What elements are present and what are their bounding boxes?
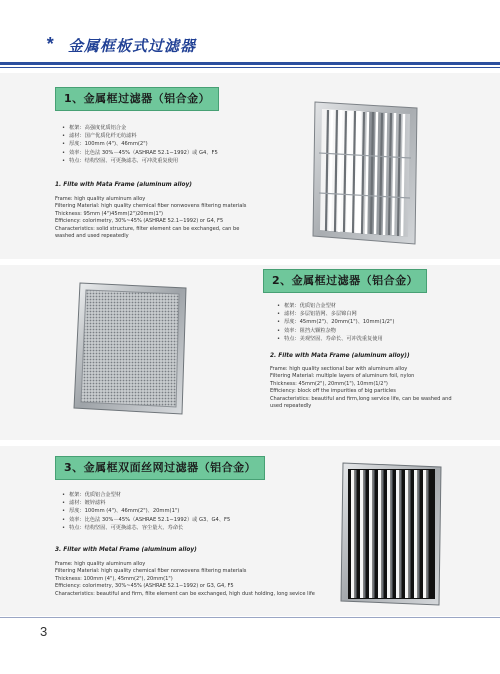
en-line: Filtering Material: multiple layers of aluminum foil, nylon [270, 373, 415, 380]
spec-item: • 框架：优质铝合金型材 [62, 491, 230, 499]
page-header [0, 0, 500, 70]
en-line: Filtering Material: high quality chemical fiber nonwovens filtering materials [55, 203, 247, 210]
en-line: Frame: high quality aluminum alloy [55, 561, 146, 567]
section-3 [0, 446, 500, 616]
section-3-spec-list [62, 491, 230, 532]
spec-item: • 滤材：国产优质化纤无纺滤料 [62, 132, 218, 140]
en-line: Thickness: 100mm (4"), 45mm(2"), 20mm(1") [55, 575, 173, 582]
spec-item: • 特点：美观坚固、寿命长、可冲洗重复使用 [277, 335, 394, 343]
en-line: Characteristics: beautiful and firm,long service life, can be washed and [270, 395, 452, 402]
spec-item: • 滤材：多层铝箔网、多层锦白网 [277, 310, 394, 318]
en-line: Thickness: 45mm(2"), 20mm(1"), 10mm(1/2") [270, 380, 388, 387]
header-star: * [46, 34, 54, 54]
section-2 [0, 265, 500, 440]
en-line: Efficiency: colorimetry, 30%~45% (ASHRAE 52.1−1992) or G4, F5 [55, 218, 224, 225]
spec-item: • 框架：优质铝合金型材 [277, 302, 394, 310]
en-line: used repeatedly [270, 403, 312, 410]
en-line: Frame: high quality sectional bar with aluminum alloy [270, 366, 408, 372]
en-line: Filtering Material: high quality chemical fiber nonwovens filtering materials [55, 568, 247, 575]
section-3-en-body [55, 561, 315, 598]
spec-item: • 效率：比色法 30%－45%（ASHRAE 52.1−1992）或 G3、G4、F5 [62, 516, 230, 524]
page-title: 金属框板式过滤器 [68, 37, 197, 55]
spec-item: • 特点：结构坚固、可更换滤芯、可冲洗重复使用 [62, 157, 218, 165]
page-number: 3 [40, 624, 48, 639]
en-line: Efficiency: colorimetry, 30%~45% (ASHRAE 52.1−1992) or G3, G4, F5 [55, 583, 234, 590]
en-line: Frame: high quality aluminum alloy [55, 196, 146, 202]
section-1-en-body [55, 196, 246, 240]
en-line: Efficiency: block off the impurities of big particles [270, 388, 396, 395]
spec-item: • 框架：高强度优质铝合金 [62, 124, 218, 132]
section-3-tag: 3、金属框双面丝网过滤器（铝合金） [55, 456, 265, 480]
footer-rule [0, 617, 500, 618]
header-rule-thin [0, 67, 500, 68]
header-rule-thick [0, 62, 500, 65]
en-line: washed and used repeatedly [55, 233, 129, 240]
spec-item: • 厚度：100mm (4")、46mm(2")、20mm(1") [62, 507, 230, 515]
section-2-en-body [270, 366, 452, 410]
section-3-en-title: 3. Filter with Metal Frame (aluminum alloy) [55, 547, 197, 553]
section-1-spec-list [62, 124, 218, 165]
double-mesh-filter-image [335, 461, 447, 609]
en-line: Thickness: 95mm (4")45mm(2")20mm(1") [55, 210, 164, 217]
section-1-tag: 1、金属框过滤器（铝合金） [55, 87, 219, 111]
pleated-filter-image [305, 98, 425, 248]
en-line: Characteristics: solid structure, filter element can be exchanged, can be [55, 225, 240, 232]
spec-item: • 滤材：镀锌滤料 [62, 499, 230, 507]
spec-item: • 特点：结构坚固、可更换滤芯、容尘量大、寿命长 [62, 524, 230, 532]
spec-item: • 厚度：45mm(2")、20mm(1")、10mm(1/2") [277, 318, 394, 326]
section-2-tag: 2、金属框过滤器（铝合金） [263, 269, 427, 293]
section-2-spec-list [277, 302, 394, 343]
section-1 [0, 73, 500, 259]
mesh-filter-image [68, 280, 192, 420]
en-line: Characteristics: beautiful and firm, filte element can be exchanged, high dust holding, long sevice life [55, 590, 315, 597]
spec-item: • 厚度：100mm (4")、46mm(2") [62, 140, 218, 148]
section-1-en-title: 1. Filte with Mata Frame (aluminum alloy) [55, 182, 192, 188]
spec-item: • 效率：阻挡大颗粒杂物 [277, 327, 394, 335]
section-2-en-title: 2. Filte with Mata Frame (aluminum alloy)) [270, 353, 410, 359]
spec-item: • 效率：比色法 30%－45%（ASHRAE 52.1−1992）或 G4、F5 [62, 149, 218, 157]
